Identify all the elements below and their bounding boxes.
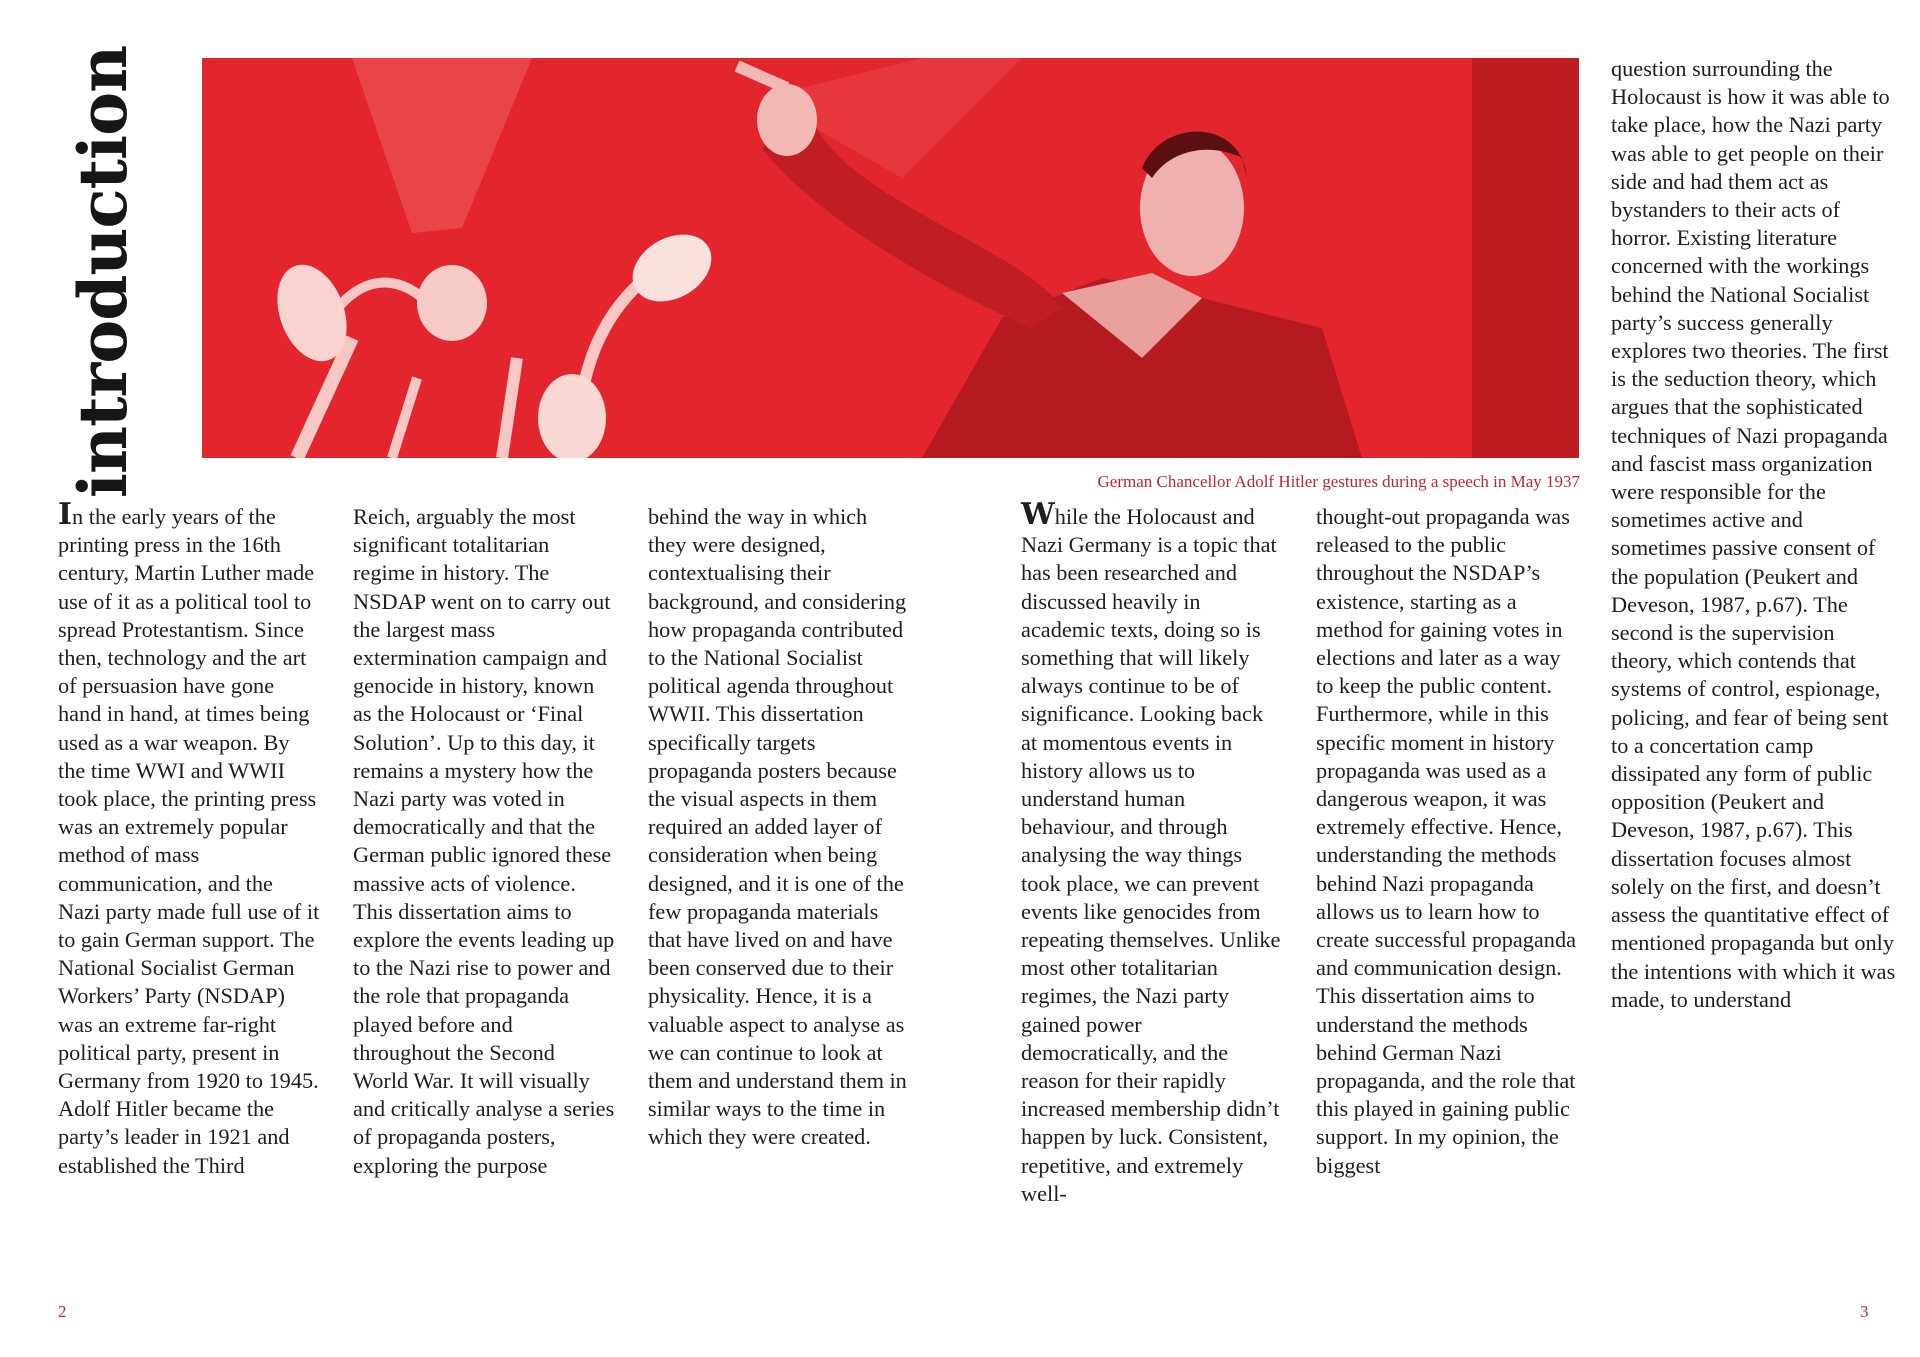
- page-title: introduction: [64, 45, 143, 499]
- photo-caption: German Chancellor Adolf Hitler gestures during a speech in May 1937: [1097, 472, 1580, 491]
- speaker-at-microphones-icon: [202, 58, 1579, 458]
- speech-photo: [202, 58, 1579, 458]
- drop-cap: I: [58, 497, 73, 532]
- column-text: question surrounding the Holocaust is how it was able to take place, how the Nazi party was able to get people on their side and had them act as bystanders to their acts of horror. Existing literature concerned with the workings behind the National Socialist party’s success generally explores two theories. The first is the seduction theory, which argues that the sophisticated techniques of Nazi propaganda and fascist mass organization were responsible for the sometimes active and sometimes passive consent of the population (Peukert and Deveson, 1987, p.67). The second is the supervision theory, which contends that systems of control, espionage, policing, and fear of being sent to a concertation camp dissipated any form of public opposition (Peukert and Deveson, 1987, p.67). This dissertation focuses almost solely on the first, and doesn’t assess the quantitative effect of mentioned propaganda but only the intentions with which it was made, to understand: [1611, 56, 1896, 1012]
- text-column-5: [1316, 503, 1578, 1180]
- page-title-vertical: [58, 45, 148, 499]
- page-number-right: 3: [1860, 1302, 1869, 1321]
- drop-cap: W: [1021, 497, 1055, 532]
- text-column-6: [1611, 55, 1901, 1014]
- text-column-1: [58, 497, 320, 1180]
- column-text: hile the Holocaust and Nazi Germany is a topic that has been researched and discussed heavily in academic texts, doing so is something that will likely always continue to be of significance. Looking back at momentous events in history allows us to understand human behaviour, and through analysing the way things took place, we can prevent events like genocides from repeating themselves. Unlike most other totalitarian regimes, the Nazi party gained power democratically, and the reason for their rapidly increased membership didn’t happen by luck. Consistent, repetitive, and extremely well-: [1021, 504, 1281, 1206]
- page-number-left: 2: [58, 1302, 67, 1321]
- column-text: Reich, arguably the most significant totalitarian regime in history. The NSDAP went on to carry out the largest mass extermination campaign and genocide in history, known as the Holocaust or ‘Final Solution’. Up to this day, it remains a mystery how the Nazi party was voted in democratically and that the German public ignored these massive acts of violence. This dissertation aims to explore the events leading up to the Nazi rise to power and the role that propaganda played before and throughout the Second World War. It will visually and critically analyse a series of propaganda posters, exploring the purpose: [353, 504, 615, 1178]
- column-text: behind the way in which they were designed, contextualising their background, and considering how propaganda contributed to the National Socialist political agenda throughout WWII. This dissertation specifically targets propaganda posters because the visual aspects in them required an added layer of consideration when being designed, and it is one of the few propaganda materials that have lived on and have been conserved due to their physicality. Hence, it is a valuable aspect to analyse as we can continue to look at them and understand them in similar ways to the time in which they were created.: [648, 504, 907, 1150]
- text-column-3: [648, 503, 910, 1152]
- column-text: n the early years of the printing press in the 16th century, Martin Luther made use of it as a political tool to spread Protestantism. Since then, technology and the art of persuasion have gone hand in hand, at times being used as a war weapon. By the time WWI and WWII took place, the printing press was an extremely popular method of mass communication, and the Nazi party made full use of it to gain German support. The National Socialist German Workers’ Party (NSDAP) was an extreme far-right political party, present in Germany from 1920 to 1945. Adolf Hitler became the party’s leader in 1921 and established the Third: [58, 504, 320, 1178]
- text-column-4: [1021, 497, 1283, 1208]
- column-text: thought-out propaganda was released to the public throughout the NSDAP’s existence, starting as a method for gaining votes in elections and later as a way to keep the public content. Furthermore, while in this specific moment in history propaganda was used as a dangerous weapon, it was extremely effective. Hence, understanding the methods behind Nazi propaganda allows us to learn how to create successful propaganda and communication design. This dissertation aims to understand the methods behind German Nazi propaganda, and the role that this played in gaining public support. In my opinion, the biggest: [1316, 504, 1576, 1178]
- text-column-2: [353, 503, 615, 1180]
